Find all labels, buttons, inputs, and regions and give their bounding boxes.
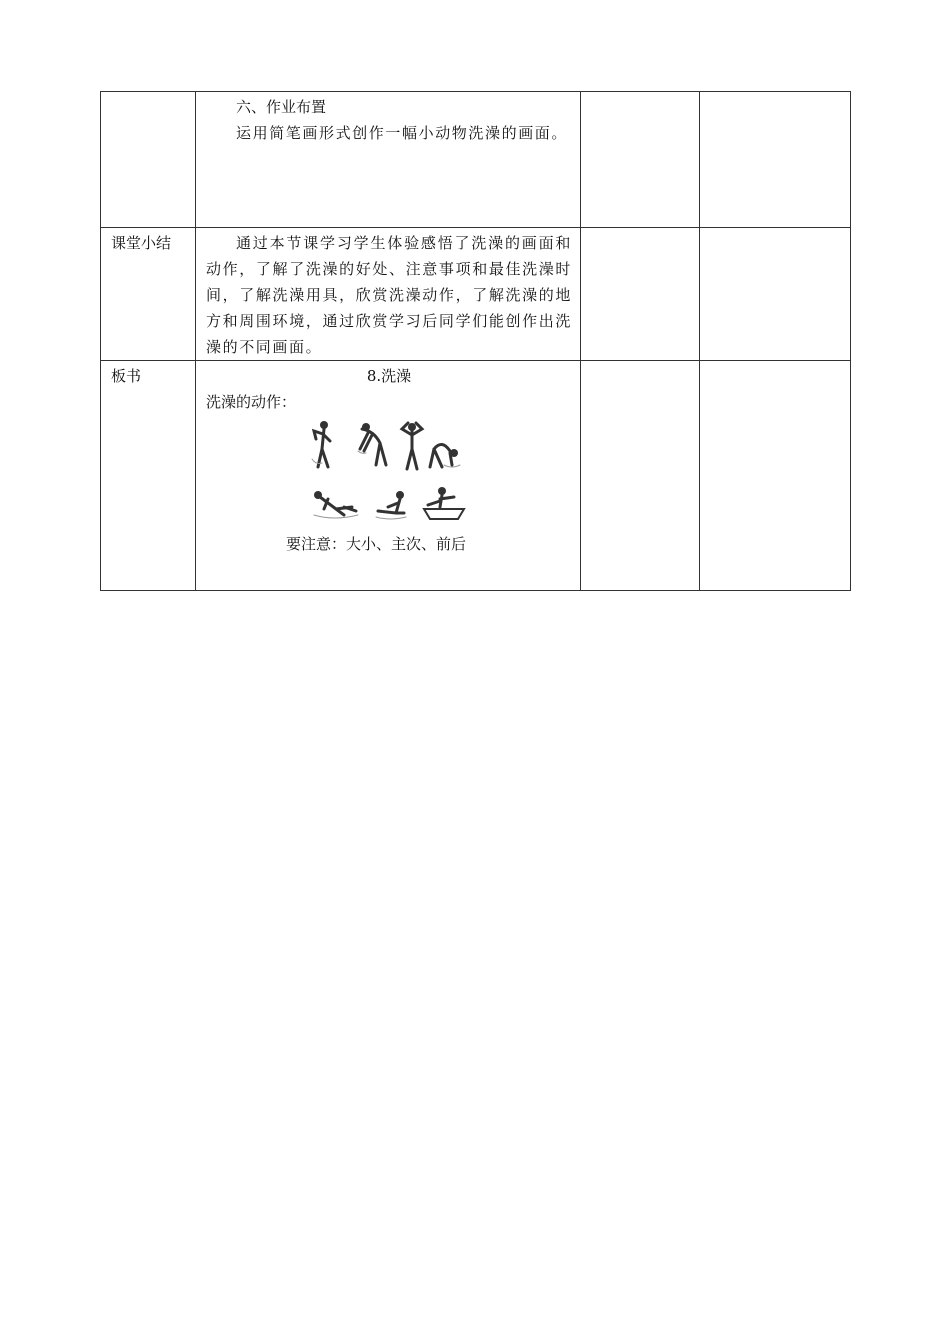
homework-row xyxy=(101,92,851,228)
blackboard-subtitle: 洗澡的动作： xyxy=(206,393,297,411)
figure-hands-on-head xyxy=(402,423,422,469)
blackboard-row xyxy=(101,361,851,591)
summary-row xyxy=(101,228,851,361)
lesson-plan-table xyxy=(100,91,851,591)
homework-text: 运用简笔画形式创作一幅小动物洗澡的画面。 xyxy=(236,124,569,142)
homework-empty-cell-2 xyxy=(700,92,851,228)
blackboard-row-label: 板书 xyxy=(101,361,196,591)
homework-row-label xyxy=(101,92,196,228)
homework-heading: 六、作业布置 xyxy=(236,98,327,116)
blackboard-empty-cell-2 xyxy=(700,361,851,591)
homework-cell xyxy=(196,92,581,228)
summary-cell xyxy=(196,228,581,361)
blackboard-title: 8.洗澡 xyxy=(366,367,412,385)
blackboard-cell xyxy=(196,361,581,591)
summary-row-label: 课堂小结 xyxy=(101,228,196,361)
bathing-stick-figures-illustration xyxy=(304,419,474,525)
summary-text: 通过本节课学习学生体验感悟了洗澡的画面和动作，了解了洗澡的好处、注意事项和最佳洗澡时间，了解洗澡用具，欣赏洗澡动作，了解洗澡的地方和周围环境，通过欣赏学习后同学们能创作出洗澡的不同画面。 xyxy=(206,234,572,356)
blackboard-empty-cell-1 xyxy=(581,361,700,591)
summary-empty-cell-1 xyxy=(581,228,700,361)
blackboard-note: 要注意：大小、主次、前后 xyxy=(286,535,467,553)
figure-in-tub xyxy=(424,487,464,519)
figure-touching-toes xyxy=(430,444,460,467)
figure-bending xyxy=(358,423,386,465)
figure-lying-back xyxy=(314,491,358,518)
figure-standing-scrub xyxy=(312,421,330,467)
figure-sitting xyxy=(376,491,406,519)
summary-empty-cell-2 xyxy=(700,228,851,361)
homework-empty-cell-1 xyxy=(581,92,700,228)
